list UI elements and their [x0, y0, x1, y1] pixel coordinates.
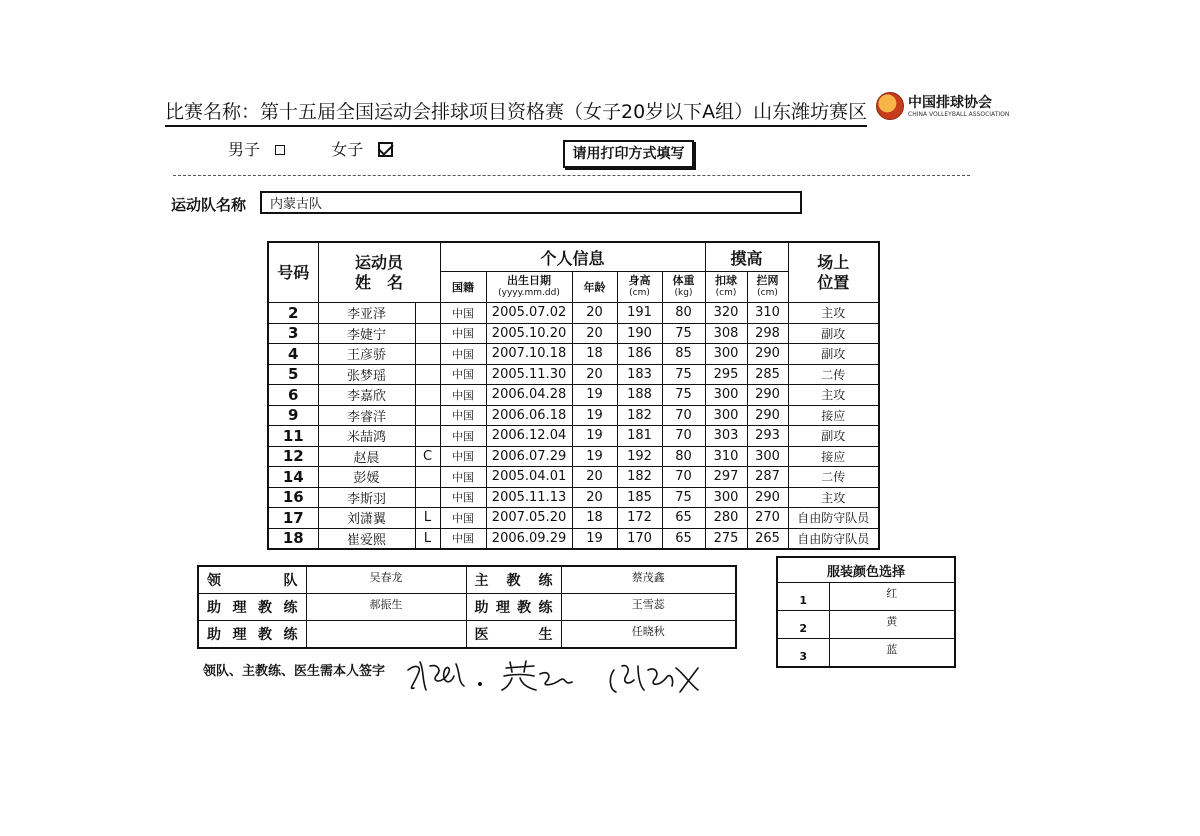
player-role-mark: C — [415, 446, 440, 467]
table-row — [268, 528, 879, 549]
logo-subtitle: CHINA VOLLEYBALL ASSOCIATION — [908, 111, 1010, 118]
player-nationality: 中国 — [440, 323, 486, 344]
player-birth-date: 2005.10.20 — [486, 323, 572, 344]
col-position — [788, 242, 879, 303]
player-weight: 85 — [662, 344, 705, 365]
player-age: 20 — [572, 323, 617, 344]
table-row — [268, 426, 879, 447]
player-position: 副攻 — [788, 426, 879, 447]
handwritten-signatures — [402, 656, 722, 696]
player-height: 181 — [617, 426, 662, 447]
player-birth-date: 2006.12.04 — [486, 426, 572, 447]
player-block-reach: 298 — [747, 323, 788, 344]
player-nationality: 中国 — [440, 426, 486, 447]
player-name: 米喆鸿 — [318, 426, 415, 447]
player-name: 李睿洋 — [318, 405, 415, 426]
player-position: 二传 — [788, 364, 879, 385]
player-block-reach: 300 — [747, 446, 788, 467]
player-position: 接应 — [788, 446, 879, 467]
player-weight: 70 — [662, 426, 705, 447]
player-position: 副攻 — [788, 344, 879, 365]
player-height: 170 — [617, 528, 662, 549]
color-index: 1 — [777, 583, 829, 611]
player-height: 172 — [617, 508, 662, 529]
player-height: 191 — [617, 303, 662, 324]
col-spike: 扣球 (cm) — [705, 272, 747, 303]
player-name: 张梦瑶 — [318, 364, 415, 385]
player-block-reach: 293 — [747, 426, 788, 447]
player-height: 186 — [617, 344, 662, 365]
table-row — [268, 487, 879, 508]
col-nationality: 国籍 — [440, 272, 486, 303]
col-weight: 体重 (kg) — [662, 272, 705, 303]
player-birth-date: 2006.07.29 — [486, 446, 572, 467]
leader-value[interactable]: 吴春龙 — [306, 566, 466, 594]
player-position: 主攻 — [788, 303, 879, 324]
player-age: 20 — [572, 303, 617, 324]
player-name: 刘潇翼 — [318, 508, 415, 529]
player-nationality: 中国 — [440, 303, 486, 324]
female-checkbox[interactable] — [378, 142, 393, 157]
team-label: 运动队名称 — [171, 196, 247, 214]
table-row — [268, 323, 879, 344]
female-label: 女子 — [331, 140, 364, 159]
player-spike-reach: 295 — [705, 364, 747, 385]
player-birth-date: 2005.07.02 — [486, 303, 572, 324]
player-birth-date: 2005.11.13 — [486, 487, 572, 508]
player-nationality: 中国 — [440, 405, 486, 426]
player-spike-reach: 300 — [705, 405, 747, 426]
team-name-field[interactable]: 内蒙古队 — [260, 191, 802, 214]
player-weight: 65 — [662, 508, 705, 529]
player-age: 18 — [572, 344, 617, 365]
col-position-line2: 位置 — [817, 272, 850, 292]
col-athlete — [318, 242, 440, 303]
player-spike-reach: 300 — [705, 487, 747, 508]
staff-table — [197, 565, 737, 649]
table-row — [268, 446, 879, 467]
col-birth: 出生日期 (yyyy.mm.dd) — [486, 272, 572, 303]
player-number: 12 — [268, 446, 318, 467]
player-role-mark — [415, 487, 440, 508]
table-row — [268, 405, 879, 426]
player-number: 14 — [268, 467, 318, 488]
player-block-reach: 270 — [747, 508, 788, 529]
uniform-color-title: 服装颜色选择 — [777, 557, 955, 583]
player-number: 18 — [268, 528, 318, 549]
male-checkbox[interactable] — [275, 145, 285, 155]
player-nationality: 中国 — [440, 487, 486, 508]
player-weight: 75 — [662, 385, 705, 406]
player-position: 自由防守队员 — [788, 528, 879, 549]
player-name: 李亚泽 — [318, 303, 415, 324]
page-title: 比赛名称：第十五届全国运动会排球项目资格赛（女子20岁以下A组）山东潍坊赛区 — [165, 100, 867, 127]
col-athlete-line1: 运动员 — [355, 252, 404, 272]
table-row — [268, 467, 879, 488]
table-row — [268, 303, 879, 324]
player-age: 19 — [572, 528, 617, 549]
head-coach-value[interactable]: 蔡茂鑫 — [561, 566, 736, 594]
signature-stroke — [408, 662, 464, 690]
player-block-reach: 265 — [747, 528, 788, 549]
player-spike-reach: 308 — [705, 323, 747, 344]
color-index: 2 — [777, 611, 829, 639]
col-number: 号码 — [268, 242, 318, 303]
player-age: 20 — [572, 487, 617, 508]
player-name: 李斯羽 — [318, 487, 415, 508]
player-height: 188 — [617, 385, 662, 406]
print-note: 请用打印方式填写 — [563, 140, 694, 168]
player-birth-date: 2005.04.01 — [486, 467, 572, 488]
player-weight: 80 — [662, 303, 705, 324]
player-block-reach: 290 — [747, 487, 788, 508]
player-block-reach: 310 — [747, 303, 788, 324]
player-weight: 80 — [662, 446, 705, 467]
player-number: 6 — [268, 385, 318, 406]
player-height: 190 — [617, 323, 662, 344]
player-role-mark — [415, 405, 440, 426]
player-nationality: 中国 — [440, 528, 486, 549]
player-age: 20 — [572, 364, 617, 385]
player-weight: 65 — [662, 528, 705, 549]
uniform-color-table — [776, 556, 956, 668]
table-row — [268, 364, 879, 385]
player-name: 崔爱熙 — [318, 528, 415, 549]
player-name: 赵晨 — [318, 446, 415, 467]
player-block-reach: 290 — [747, 344, 788, 365]
player-age: 19 — [572, 426, 617, 447]
player-number: 16 — [268, 487, 318, 508]
leader-label: 领队 — [198, 566, 306, 594]
player-role-mark: L — [415, 508, 440, 529]
player-spike-reach: 300 — [705, 385, 747, 406]
player-weight: 75 — [662, 364, 705, 385]
player-weight: 70 — [662, 405, 705, 426]
player-number: 5 — [268, 364, 318, 385]
volleyball-icon — [876, 92, 904, 120]
player-spike-reach: 320 — [705, 303, 747, 324]
color-value[interactable]: 蓝 — [829, 639, 955, 668]
player-nationality: 中国 — [440, 344, 486, 365]
player-name: 李嘉欣 — [318, 385, 415, 406]
player-position: 二传 — [788, 467, 879, 488]
player-block-reach: 285 — [747, 364, 788, 385]
player-name: 李婕宁 — [318, 323, 415, 344]
player-birth-date: 2006.04.28 — [486, 385, 572, 406]
player-weight: 75 — [662, 323, 705, 344]
player-nationality: 中国 — [440, 508, 486, 529]
player-age: 19 — [572, 385, 617, 406]
player-height: 183 — [617, 364, 662, 385]
player-spike-reach: 310 — [705, 446, 747, 467]
player-position: 主攻 — [788, 487, 879, 508]
col-position-line1: 场上 — [817, 252, 850, 272]
player-birth-date: 2005.11.30 — [486, 364, 572, 385]
player-position: 自由防守队员 — [788, 508, 879, 529]
male-label: 男子 — [228, 140, 261, 159]
player-nationality: 中国 — [440, 467, 486, 488]
player-height: 185 — [617, 487, 662, 508]
col-athlete-line2: 姓 名 — [355, 272, 404, 292]
player-spike-reach: 300 — [705, 344, 747, 365]
player-number: 2 — [268, 303, 318, 324]
player-spike-reach: 297 — [705, 467, 747, 488]
association-logo — [876, 92, 1010, 124]
player-block-reach: 290 — [747, 385, 788, 406]
assistant-coach-value-2[interactable]: 王雪蕊 — [561, 594, 736, 621]
player-nationality: 中国 — [440, 385, 486, 406]
player-age: 20 — [572, 467, 617, 488]
color-value[interactable]: 红 — [829, 583, 955, 611]
col-height: 身高 (cm) — [617, 272, 662, 303]
player-number: 9 — [268, 405, 318, 426]
color-index: 3 — [777, 639, 829, 668]
col-personal-info: 个人信息 — [440, 242, 705, 272]
table-row — [268, 385, 879, 406]
player-birth-date: 2006.09.29 — [486, 528, 572, 549]
signature-stroke — [610, 666, 698, 692]
doctor-label: 医生 — [466, 621, 561, 649]
player-age: 19 — [572, 446, 617, 467]
player-age: 18 — [572, 508, 617, 529]
col-block: 拦网 (cm) — [747, 272, 788, 303]
player-number: 17 — [268, 508, 318, 529]
player-block-reach: 287 — [747, 467, 788, 488]
player-role-mark — [415, 385, 440, 406]
player-weight: 70 — [662, 467, 705, 488]
player-spike-reach: 280 — [705, 508, 747, 529]
signature-stroke — [502, 661, 572, 690]
player-birth-date: 2006.06.18 — [486, 405, 572, 426]
player-number: 4 — [268, 344, 318, 365]
player-position: 接应 — [788, 405, 879, 426]
table-row — [268, 508, 879, 529]
player-role-mark — [415, 323, 440, 344]
player-name: 彭媛 — [318, 467, 415, 488]
player-role-mark — [415, 426, 440, 447]
assistant-coach-label-2: 助理教练 — [466, 594, 561, 621]
player-position: 副攻 — [788, 323, 879, 344]
player-number: 3 — [268, 323, 318, 344]
roster-table — [267, 241, 880, 550]
player-name: 王彦骄 — [318, 344, 415, 365]
divider — [173, 175, 970, 176]
signature-label: 领队、主教练、医生需本人签字 — [203, 664, 386, 679]
player-spike-reach: 303 — [705, 426, 747, 447]
logo-text: 中国排球协会 — [908, 95, 992, 111]
color-value[interactable]: 黄 — [829, 611, 955, 639]
player-birth-date: 2007.05.20 — [486, 508, 572, 529]
assistant-coach-label-3: 助理教练 — [198, 621, 306, 649]
col-age: 年龄 — [572, 272, 617, 303]
player-spike-reach: 275 — [705, 528, 747, 549]
player-height: 192 — [617, 446, 662, 467]
col-reach: 摸高 — [705, 242, 788, 272]
player-position: 主攻 — [788, 385, 879, 406]
player-role-mark — [415, 364, 440, 385]
player-height: 182 — [617, 405, 662, 426]
gender-selection — [228, 137, 393, 160]
player-height: 182 — [617, 467, 662, 488]
assistant-coach-value-1[interactable]: 郝振生 — [306, 594, 466, 621]
table-row — [268, 344, 879, 365]
player-role-mark: L — [415, 528, 440, 549]
player-age: 19 — [572, 405, 617, 426]
head-coach-label: 主教练 — [466, 566, 561, 594]
player-role-mark — [415, 303, 440, 324]
player-nationality: 中国 — [440, 446, 486, 467]
doctor-value[interactable]: 任晓秋 — [561, 621, 736, 649]
player-role-mark — [415, 467, 440, 488]
player-block-reach: 290 — [747, 405, 788, 426]
player-nationality: 中国 — [440, 364, 486, 385]
assistant-coach-label-1: 助理教练 — [198, 594, 306, 621]
assistant-coach-value-3[interactable] — [306, 621, 466, 649]
player-birth-date: 2007.10.18 — [486, 344, 572, 365]
player-role-mark — [415, 344, 440, 365]
player-number: 11 — [268, 426, 318, 447]
player-weight: 75 — [662, 487, 705, 508]
